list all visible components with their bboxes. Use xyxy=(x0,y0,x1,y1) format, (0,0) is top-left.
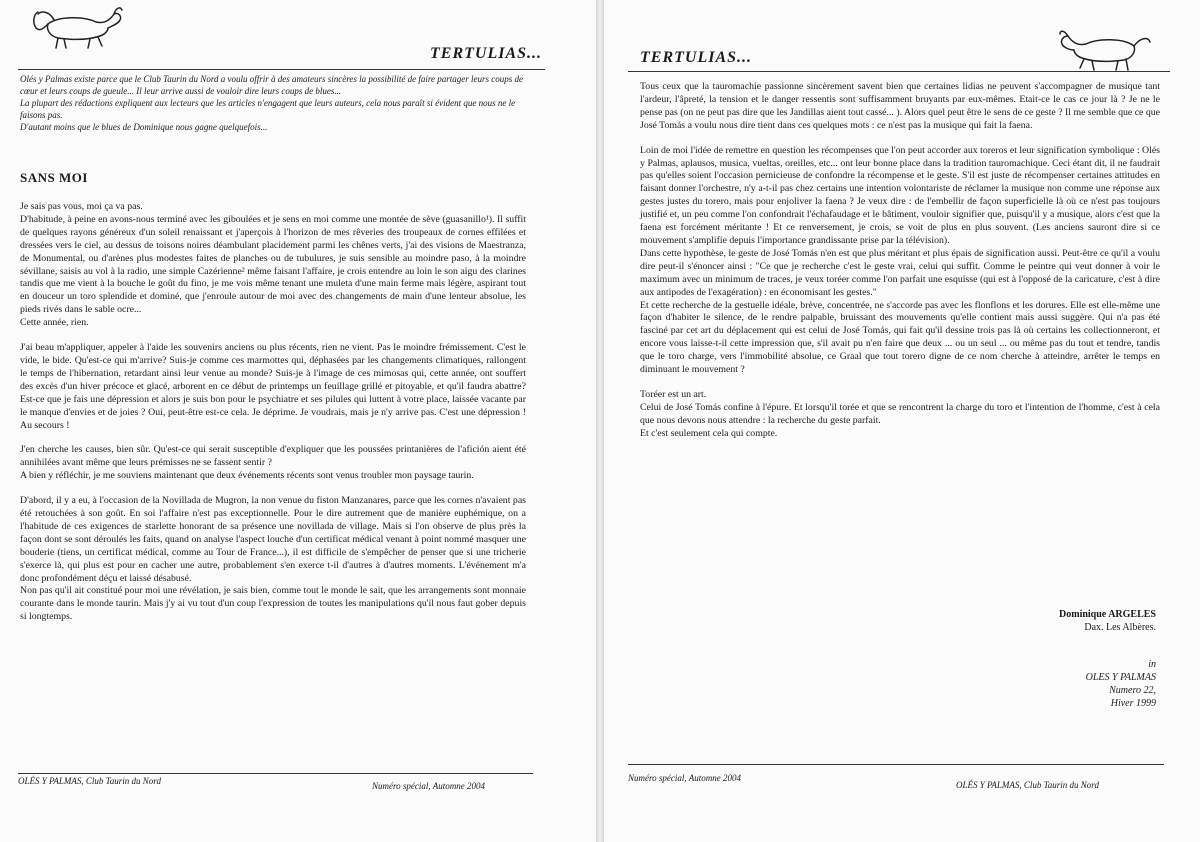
right-page xyxy=(604,0,1200,842)
left-page xyxy=(0,0,596,842)
intro-line: D'autant moins que le blues de Dominique nous gagne quelquefois... xyxy=(20,122,268,132)
body-paragraph: D'abord, il y a eu, à l'occasion de la Novillada de Mugron, la non venue du fiston Manzanares, parce que les cornes n'avaient pas été retouchées à son goût. En soi l'affaire n'est pas exceptionnelle. Pour le dire autrement que de manière euphémique, on a l'habitude de ces exigences de starlette honorant de sa présence une novillada de village. Mais si l'on observe de plus près la façon dont se sont déroulés les faits, quand on analyse l'aspect louche d'un certificat médical venant à point nommé masquer une bouderie (tiens, un certificat médical, comme au Tour de France...), il est difficile de s'empêcher de penser que si une tricherie s'exerce là, qui plus est pour en cacher une autre, probablement s'en exerce t-il d'autres à d'autres moments. L'événement m'a donc profondément déçu et laissé désabusé. xyxy=(20,495,526,584)
footer-publication: OLÉS Y PALMAS, Club Taurin du Nord xyxy=(18,776,161,786)
body-paragraph: Je sais pas vous, moi ça va pas. xyxy=(20,201,143,212)
intro-line: Olés y Palmas existe parce que le Club Taurin du Nord a voulu offrir à des amateurs sincères la possibilité de faire partager leurs coups de cœur et leurs coups de gueule... Il leur arrive aussi de vouloir dire leurs coups de blues... xyxy=(20,74,524,96)
article-title: SANS MOI xyxy=(20,170,88,185)
article-signature xyxy=(964,608,1156,710)
intro-line: La plupart des rédactions expliquent aux lecteurs que les articles n'engagent que leurs auteurs, cela nous paraît si évident que nous ne le faisons pas. xyxy=(20,98,516,120)
body-paragraph: Non pas qu'il ait constitué pour moi une révélation, je sais bien, comme tout le monde le sait, que les arrangements sont monnaie courante dans le monde taurin. Mais j'y ai vu tout d'un coup l'expression de toutes les manipulations qu'il nous faut gober depuis si longtemps. xyxy=(20,585,526,623)
body-paragraph: Dans cette hypothèse, le geste de José Tomás n'en est que plus méritant et plus épais de signification aussi. Peut-être ce qu'il a voulu dire peut-il s'énoncer ainsi : "Ce que je recherche c'est le geste vrai, celui qui suffit. Comme le peintre qui veut donner à voir le maximum avec un minimum de traces, je veux toréer comme l'on parfait une esquisse (qui est à l'opposé de la caricature, c'est à dire aux antipodes de l'exagération) : en économisant les gestes." xyxy=(640,247,1160,298)
footer-rule xyxy=(18,773,533,774)
body-paragraph: Et cette recherche de la gestuelle idéale, brève, concentrée, ne s'accorde pas avec les flonflons et les dorures. Elle est elle-même une façon d'habiter le silence, de le rendre palpable, bruissant des mouvements qu'elle contient mais aussi suggère. Qui n'a pas été fasciné par cet art du déplacement qui est celui de José Tomás, qui fait qu'il dessine trois pas là où certains les collectionneront, et encore vous laisse-t-il cette impression que, s'il avait pu n'en faire que deux ... ou un seul ... ou même pas du tout et tendre, tandis que le toro charge, vers l'immobilité absolue, ce Graal que tout torero digne de ce nom cherche à atteindre, arrêter le temps en diminuant le mouvement ? xyxy=(640,299,1160,376)
footer-issue: Numéro spécial, Automne 2004 xyxy=(628,773,741,783)
article-body xyxy=(20,201,526,624)
body-paragraph: Cette année, rien. xyxy=(20,317,89,329)
body-paragraph: J'en cherche les causes, bien sûr. Qu'est-ce qui serait susceptible d'expliquer que les poussées printanières de l'afición aient été annihilées avant même que leurs prémisses ne se fassent sentir ? xyxy=(20,444,526,469)
author-name: Dominique ARGELES xyxy=(1059,609,1156,620)
page-header-title: TERTULIAS... xyxy=(640,49,753,66)
body-paragraph: Et c'est seulement cela qui compte. xyxy=(640,427,778,439)
editorial-intro xyxy=(20,73,533,133)
source-date: Hiver 1999 xyxy=(1110,698,1156,709)
bull-icon xyxy=(1058,24,1154,74)
body-paragraph: D'habitude, à peine en avons-nous terminé avec les giboulées et je sens en moi comme une montée de sève (guasanillo¹). Il suffit de quelques rayons généreux d'un soleil renaissant et j'aperçois à l'horizon de mes rêveries des troupeaux de cornes effilées et dressées vers le ciel, au dessus de toisons noires déambulant placidement parmi les chênes verts, j'ai des visions de Maestranza, de Monumental, ou d'arènes plus modestes faites de planches ou de tubulures, je suis sensible au moindre paso, à la moindre sévillane, saisis au vol à la radio, une simple Cazérienne² même faisant l'affaire, je crois entendre au loin le son aigu des clarines tandis que me vient à la bouche le goût du fino, je me vois même tenant une muleta d'une main ferme mais légère, aspirant tout en douceur un toro splendide et dominé, que j'enroule autour de moi avec des changements de main d'une lenteur absolue, les pieds rivés dans le sable ocre... xyxy=(20,213,526,316)
header-rule xyxy=(628,71,1170,72)
author-location: Dax. Les Albères. xyxy=(1084,622,1156,633)
body-paragraph: J'ai beau m'appliquer, appeler à l'aide les souvenirs anciens ou plus récents, rien ne vient. Pas le moindre frémissement. C'est le vide, le bide. Qu'est-ce qui m'arrive? Suis-je comme ces marmottes qui, déphasées par les changements climatiques, rallongent le temps de l'hibernation, retardant ainsi leur venue au monde? Suis-je à l'image de ces mimosas qui, cette année, ont souffert des excès d'un hiver précoce et glacé, arborent en ce début de printemps un feuillage grillé et pitoyable, et qu'il faudra abattre? Est-ce que je fais une dépression et alors je suis bon pour le psychiatre et ses pilules qui luttent à votre place, laissée vacante par le manque d'envies et de joies ? Oui, peut-être est-ce cela. Je déprime. Je voudrais, mais je n'y arrive pas. C'est une dépression ! Au secours ! xyxy=(20,342,526,431)
header-rule xyxy=(18,69,545,70)
footer-rule xyxy=(628,764,1164,765)
page-gutter xyxy=(596,0,604,842)
body-paragraph: A bien y réfléchir, je me souviens maintenant que deux événements récents sont venus troubler mon paysage taurin. xyxy=(20,470,474,482)
source-issue: Numero 22, xyxy=(1109,685,1156,696)
body-paragraph: Tous ceux que la tauromachie passionne sincèrement savent bien que certaines lidias ne peuvent s'accompagner de musique tant l'ardeur, l'âpreté, la tension et le danger ressentis sont suffisamment bruyants par eux-mêmes. Etait-ce le cas ce jour là ? Je ne le pense pas (on ne peut pas dire que les Jandillas aient tout cassé... ). Alors quel peut être le sens de ce geste ? Il me semble que ce que José Tomás a voulu nous dire tient dans ces quelques mots : ce n'est pas la musique qui fait la faena. xyxy=(640,81,1160,131)
footer-issue: Numéro spécial, Automne 2004 xyxy=(372,781,485,791)
body-paragraph: Celui de José Tomás confine à l'épure. Et lorsqu'il torée et que se rencontrent la charge du toro et l'intention de l'homme, c'est à cela que nous devons nous attendre : la recherche du geste parfait. xyxy=(640,401,1160,426)
source-in: in xyxy=(1148,659,1156,670)
bull-icon xyxy=(28,2,124,52)
page-header-title: TERTULIAS... xyxy=(430,45,543,62)
source-publication: OLES Y PALMAS xyxy=(1085,672,1156,683)
article-body xyxy=(640,81,1160,441)
footer-publication: OLÉS Y PALMAS, Club Taurin du Nord xyxy=(956,780,1099,790)
body-paragraph: Loin de moi l'idée de remettre en question les récompenses que l'on peut accorder aux toreros et leur signification symbolique : Olés y Palmas, aplausos, musica, vueltas, oreilles, etc... ont leur bonne place dans la tradition tauromachique. Ceci étant dit, il ne faudrait pas qu'elles soient l'occasion pernicieuse de confondre la récompense et le geste. S'il est juste de récompenser certaines attitudes en faisant donner l'orchestre, n'y a-t-il pas chez certains une intention volontariste de réclamer la musique non comme une réponse aux gestes justes du torero, mais pour enjoliver la faena ? Je veux dire : de l'embellir de façon superficielle là où ce n'est pas toujours justifié et, un peu comme l'on confondrait l'échafaudage et le bâtiment, vouloir signifier que, puisqu'il y a musique, alors c'est que la faena est forcément méritante ! Et ce renversement, je crois, se voit de plus en plus souvent. (Les anciens sauront dire si ce mouvement s'amplifie depuis l'importance grandissante prise par la télévision). xyxy=(640,144,1160,246)
body-paragraph: Toréer est un art. xyxy=(640,388,707,400)
